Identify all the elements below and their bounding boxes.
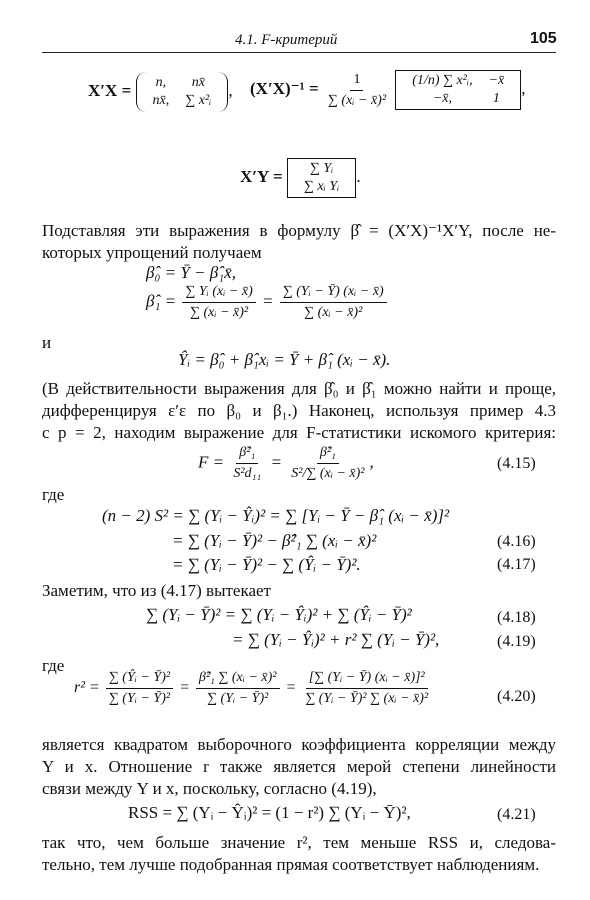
xtx-inv-matrix [395, 70, 521, 110]
equation-number-4-17: (4.17) [497, 556, 536, 573]
xtx-cell: ∑ x²ᵢ [185, 93, 212, 108]
xty-tail: . [356, 166, 361, 186]
xty-vector [287, 158, 356, 198]
xtx-inv-cell: (1/n) ∑ x²ᵢ, [412, 73, 473, 88]
fraction-denominator: ∑ (xᵢ − x̄)² [327, 92, 387, 108]
equation-4-18: ∑ (Yᵢ − Ȳ)² = ∑ (Yᵢ − Ŷᵢ)² + ∑ (Ŷᵢ − Ȳ)² [146, 605, 412, 624]
running-title: 4.1. F-критерий [235, 32, 338, 48]
paragraph-correlation-line1: является квадратом выборочного коэффициента корреляции между [42, 735, 556, 754]
paragraph-substitution-line2: которых упрощений получаем [42, 243, 262, 262]
equals-sign: = [285, 679, 297, 697]
equation-xtx-inverse [250, 70, 526, 110]
fraction-denominator: ∑ (Yᵢ − Ȳ)² ∑ (xᵢ − x̄)² [305, 691, 429, 706]
fraction-denominator: S²d₁₁ [233, 466, 262, 481]
equation-number-4-15: (4.15) [497, 455, 536, 472]
equation-yhat: Ŷᵢ = β̂₀ + β̂₁xᵢ = Ȳ + β̂₁ (xᵢ − x̄). [178, 350, 391, 369]
paragraph-substitution-line1: Подставляя эти выражения в формулу β̂ = (X′X)⁻¹X′Y, после не- [42, 221, 556, 240]
fraction-numerator: β̂²₁ [317, 445, 339, 464]
equation-beta1 [146, 284, 389, 321]
equation-number-4-18: (4.18) [497, 609, 536, 626]
equation-4-19: = ∑ (Yᵢ − Ŷᵢ)² + r² ∑ (Yᵢ − Ȳ)², [232, 630, 440, 649]
fraction-numerator: ∑ Yᵢ (xᵢ − x̄) [182, 284, 255, 303]
fraction-numerator: β̂²₁ [236, 445, 258, 464]
paragraph-observe: Заметим, что из (4.17) вытекает [42, 581, 271, 600]
xtx-cell: n, [155, 75, 167, 90]
eq420-fraction-1 [106, 670, 173, 707]
word-and: и [42, 333, 52, 352]
fraction-denominator: ∑ (Yᵢ − Ȳ)² [108, 691, 171, 706]
xtx-tail: , [228, 80, 233, 100]
beta1-fraction-2 [280, 284, 387, 321]
equation-xty [240, 158, 361, 198]
eq420-fraction-3 [302, 670, 431, 707]
eq420-lhs: r² = [74, 679, 100, 697]
equals-sign: = [270, 452, 283, 472]
xtx-lhs: X′X = [88, 80, 132, 100]
fraction-numerator: ∑ (Yᵢ − Ȳ) (xᵢ − x̄) [280, 284, 387, 303]
equation-beta0: β̂₀ = Ȳ − β̂₁x̄, [146, 263, 236, 282]
fraction-denominator: S²/∑ (xᵢ − x̄)² [291, 466, 365, 481]
equation-number-4-20: (4.20) [497, 688, 536, 705]
paragraph-conclusion-line1: так что, чем больше значение r², тем меньше RSS и, следова- [42, 833, 556, 852]
paragraph-note-line3: с p = 2, находим выражение для F-статистики искомого критерия: [42, 423, 556, 442]
paragraph-correlation-line2: Y и x. Отношение r также является мерой степени линейности [42, 757, 556, 776]
paragraph-note-line1: (В действительности выражения для β̂₀ и β̂₁ можно найти и проще, [42, 379, 557, 398]
word-where-2: где [42, 656, 65, 675]
eq415-lhs: F = [198, 452, 225, 472]
equation-xtx [88, 72, 233, 112]
xty-cell: ∑ Yᵢ [309, 161, 334, 176]
xty-lhs: X′Y = [240, 166, 283, 186]
xtx-inv-cell: 1 [492, 91, 500, 106]
paragraph-note-line2: дифференцируя ε′ε по β₀ и β₁.) Наконец, используя пример 4.3 [42, 401, 556, 420]
fraction-numerator: [∑ (Yᵢ − Ȳ) (xᵢ − x̄)]² [306, 670, 428, 689]
xtx-cell: nx̄, [152, 93, 170, 108]
xtx-cell: nx̄ [191, 75, 205, 90]
equation-4-20 [74, 670, 433, 707]
xtx-inv-factor [325, 72, 389, 109]
page-number: 105 [530, 30, 557, 47]
equation-4-21: RSS = ∑ (Yᵢ − Ŷᵢ)² = (1 − r²) ∑ (Yᵢ − Ȳ)², [128, 803, 411, 822]
fraction-numerator: β̂²₁ ∑ (xᵢ − x̄)² [196, 670, 280, 689]
xtx-inv-tail: , [521, 78, 526, 98]
fraction-numerator: 1 [350, 72, 363, 91]
xtx-inv-cell: −x̄ [488, 73, 505, 88]
eq415-fraction-1 [230, 445, 264, 482]
eq420-fraction-2 [196, 670, 280, 707]
beta1-lhs: β̂₁ = [146, 291, 177, 311]
equation-rss-line3: = ∑ (Yᵢ − Ȳ)² − ∑ (Ŷᵢ − Ȳ)². [172, 555, 361, 574]
paragraph-conclusion-line2: тельно, тем лучше подобранная прямая соответствует наблюдениям. [42, 855, 540, 874]
word-where-1: где [42, 485, 65, 504]
equals-sign: = [262, 291, 274, 311]
equation-number-4-21: (4.21) [497, 806, 536, 823]
equation-rss-line2: = ∑ (Yᵢ − Ȳ)² − β̂²₁ ∑ (xᵢ − x̄)² [172, 531, 377, 550]
equation-number-4-19: (4.19) [497, 633, 536, 650]
equals-sign: = [179, 679, 190, 697]
xtx-inv-lhs: (X′X)⁻¹ = [250, 78, 319, 98]
fraction-numerator: ∑ (Ŷᵢ − Ȳ)² [106, 670, 173, 689]
paragraph-correlation-line3: связи между Y и x, поскольку, согласно (4.19), [42, 779, 377, 798]
header-rule [42, 52, 556, 53]
equation-rss-line1: (n − 2) S² = ∑ (Yᵢ − Ŷᵢ)² = ∑ [Yᵢ − Ȳ − β̂₁ (xᵢ − x̄)]² [102, 506, 450, 525]
fraction-denominator: ∑ (Yᵢ − Ȳ)² [207, 691, 269, 706]
eq415-tail: , [369, 452, 374, 472]
fraction-denominator: ∑ (xᵢ − x̄)² [304, 305, 363, 320]
xtx-matrix [136, 72, 229, 112]
eq415-fraction-2 [288, 445, 367, 482]
equation-number-4-16: (4.16) [497, 533, 536, 550]
xtx-inv-cell: −x̄, [432, 91, 453, 106]
beta1-fraction-1 [182, 284, 255, 321]
xty-cell: ∑ xᵢ Yᵢ [303, 179, 340, 194]
fraction-denominator: ∑ (xᵢ − x̄)² [190, 305, 249, 320]
equation-4-15 [198, 445, 374, 482]
